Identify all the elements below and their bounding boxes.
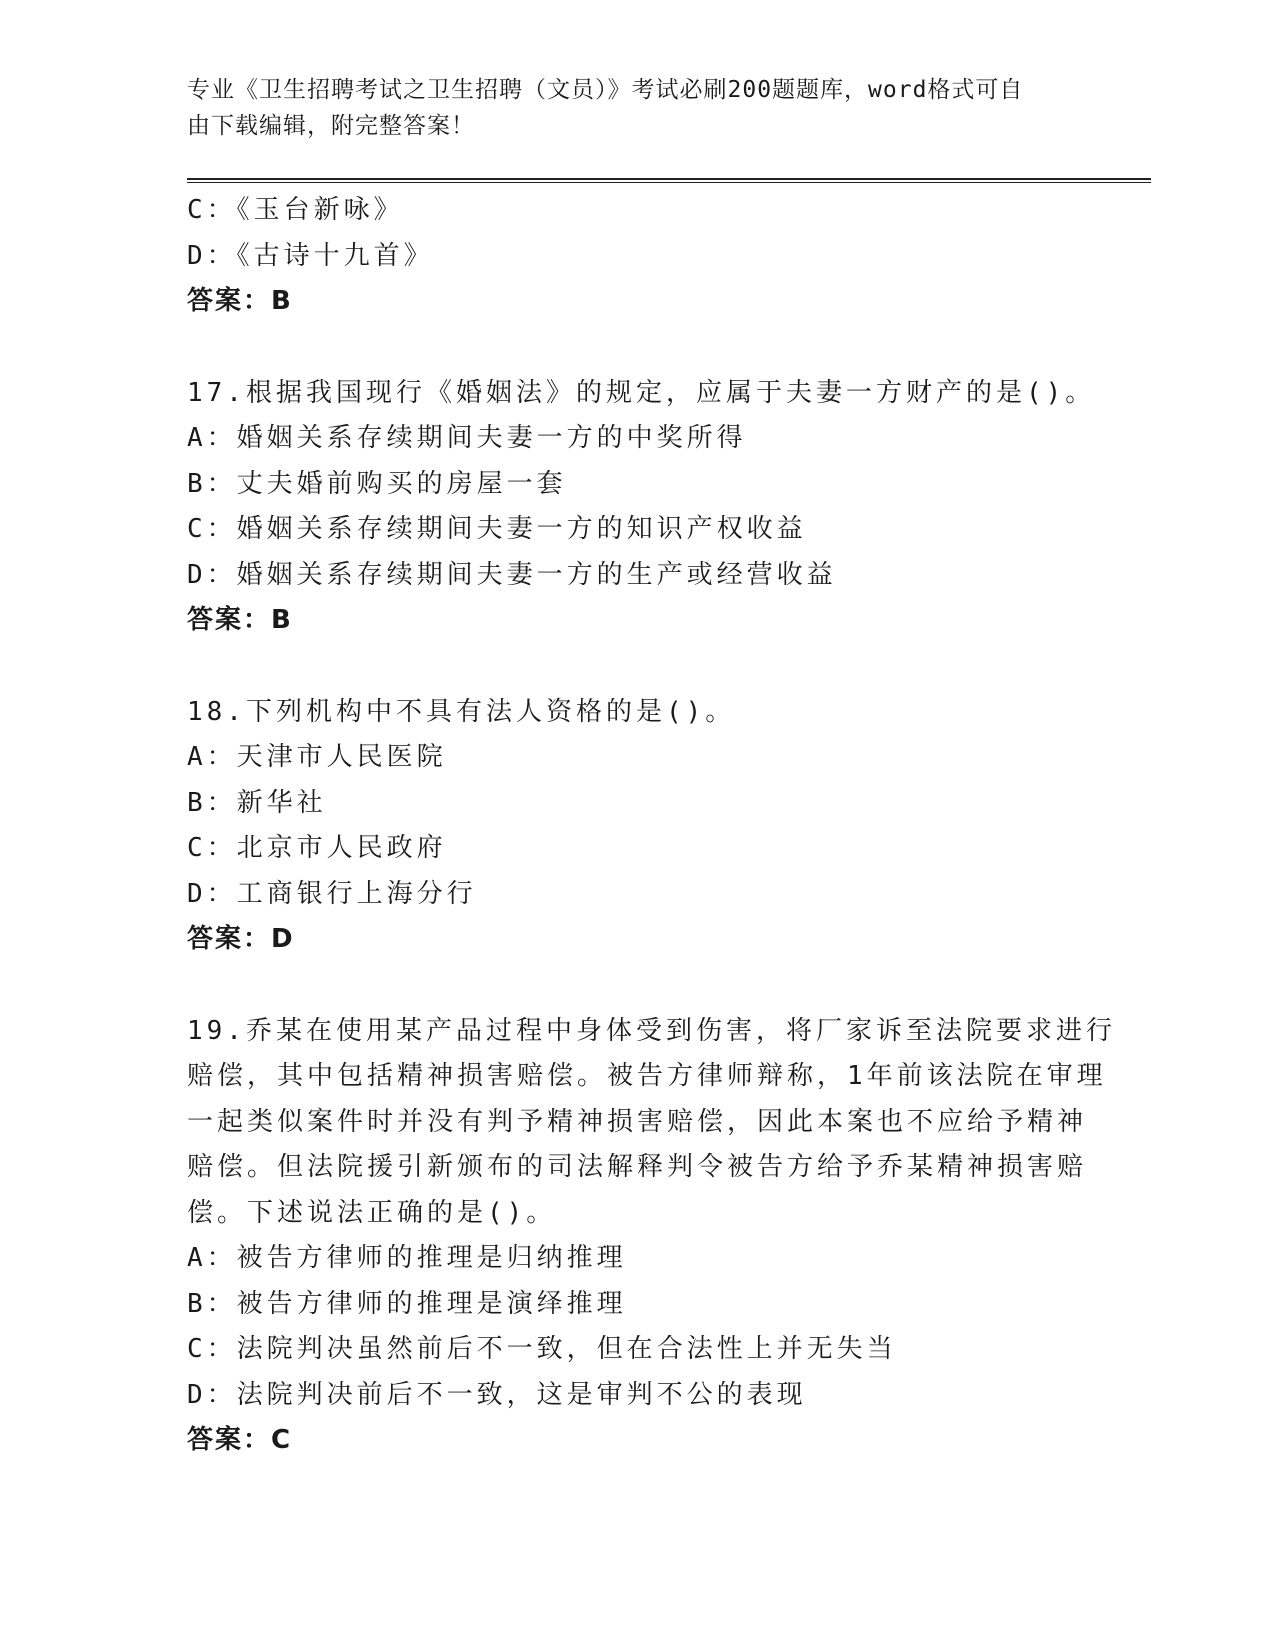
question-stem-line: 偿。下述说法正确的是()。 [187, 1197, 557, 1228]
question-stem-line: 赔偿。但法院援引新颁布的司法解释判令被告方给予乔某精神损害赔 [187, 1152, 1088, 1182]
option-d: D：法院判决前后不一致，这是审判不公的表现 [187, 1379, 807, 1410]
answer-label: 答案：B [187, 286, 293, 316]
answer-label: 答案：B [187, 605, 293, 635]
question-stem: 18.下列机构中不具有法人资格的是()。 [187, 696, 736, 727]
option-b: B：被告方律师的推理是演绎推理 [187, 1288, 627, 1319]
option-d: D：《古诗十九首》 [187, 240, 434, 271]
option-d: D：婚姻关系存续期间夫妻一方的生产或经营收益 [187, 559, 837, 590]
option-a: A：婚姻关系存续期间夫妻一方的中奖所得 [187, 423, 747, 453]
option-b: B：丈夫婚前购买的房屋一套 [187, 468, 567, 499]
option-c: C：《玉台新咏》 [187, 195, 404, 225]
header-line-2: 由下载编辑，附完整答案！ [187, 113, 475, 139]
question-16-continued [187, 188, 1087, 325]
header-line-1: 专业《卫生招聘考试之卫生招聘（文员）》考试必刷200题题库，word格式可自 [187, 77, 1024, 103]
question-stem-line: 赔偿，其中包括精神损害赔偿。被告方律师辩称，1年前该法院在审理 [187, 1061, 1107, 1091]
question-17 [187, 371, 1096, 644]
option-a: A：被告方律师的推理是归纳推理 [187, 1243, 627, 1273]
question-stem-line: 19.乔某在使用某产品过程中身体受到伤害，将厂家诉至法院要求进行 [187, 1015, 1116, 1046]
question-stem: 17.根据我国现行《婚姻法》的规定，应属于夫妻一方财产的是()。 [187, 377, 1096, 408]
option-c: C：法院判决虽然前后不一致，但在合法性上并无失当 [187, 1334, 897, 1364]
answer-label: 答案：D [187, 924, 295, 954]
option-c: C：北京市人民政府 [187, 833, 447, 863]
document-header [187, 72, 1087, 144]
header-divider [187, 178, 1151, 183]
question-18 [187, 690, 1087, 963]
option-d: D：工商银行上海分行 [187, 878, 477, 909]
question-stem-line: 一起类似案件时并没有判予精神损害赔偿，因此本案也不应给予精神 [187, 1106, 1088, 1137]
question-19 [187, 1009, 1116, 1464]
question-list [187, 188, 1116, 1464]
option-a: A：天津市人民医院 [187, 742, 447, 772]
option-b: B：新华社 [187, 787, 327, 818]
option-c: C：婚姻关系存续期间夫妻一方的知识产权收益 [187, 514, 807, 544]
answer-label: 答案：C [187, 1425, 293, 1455]
